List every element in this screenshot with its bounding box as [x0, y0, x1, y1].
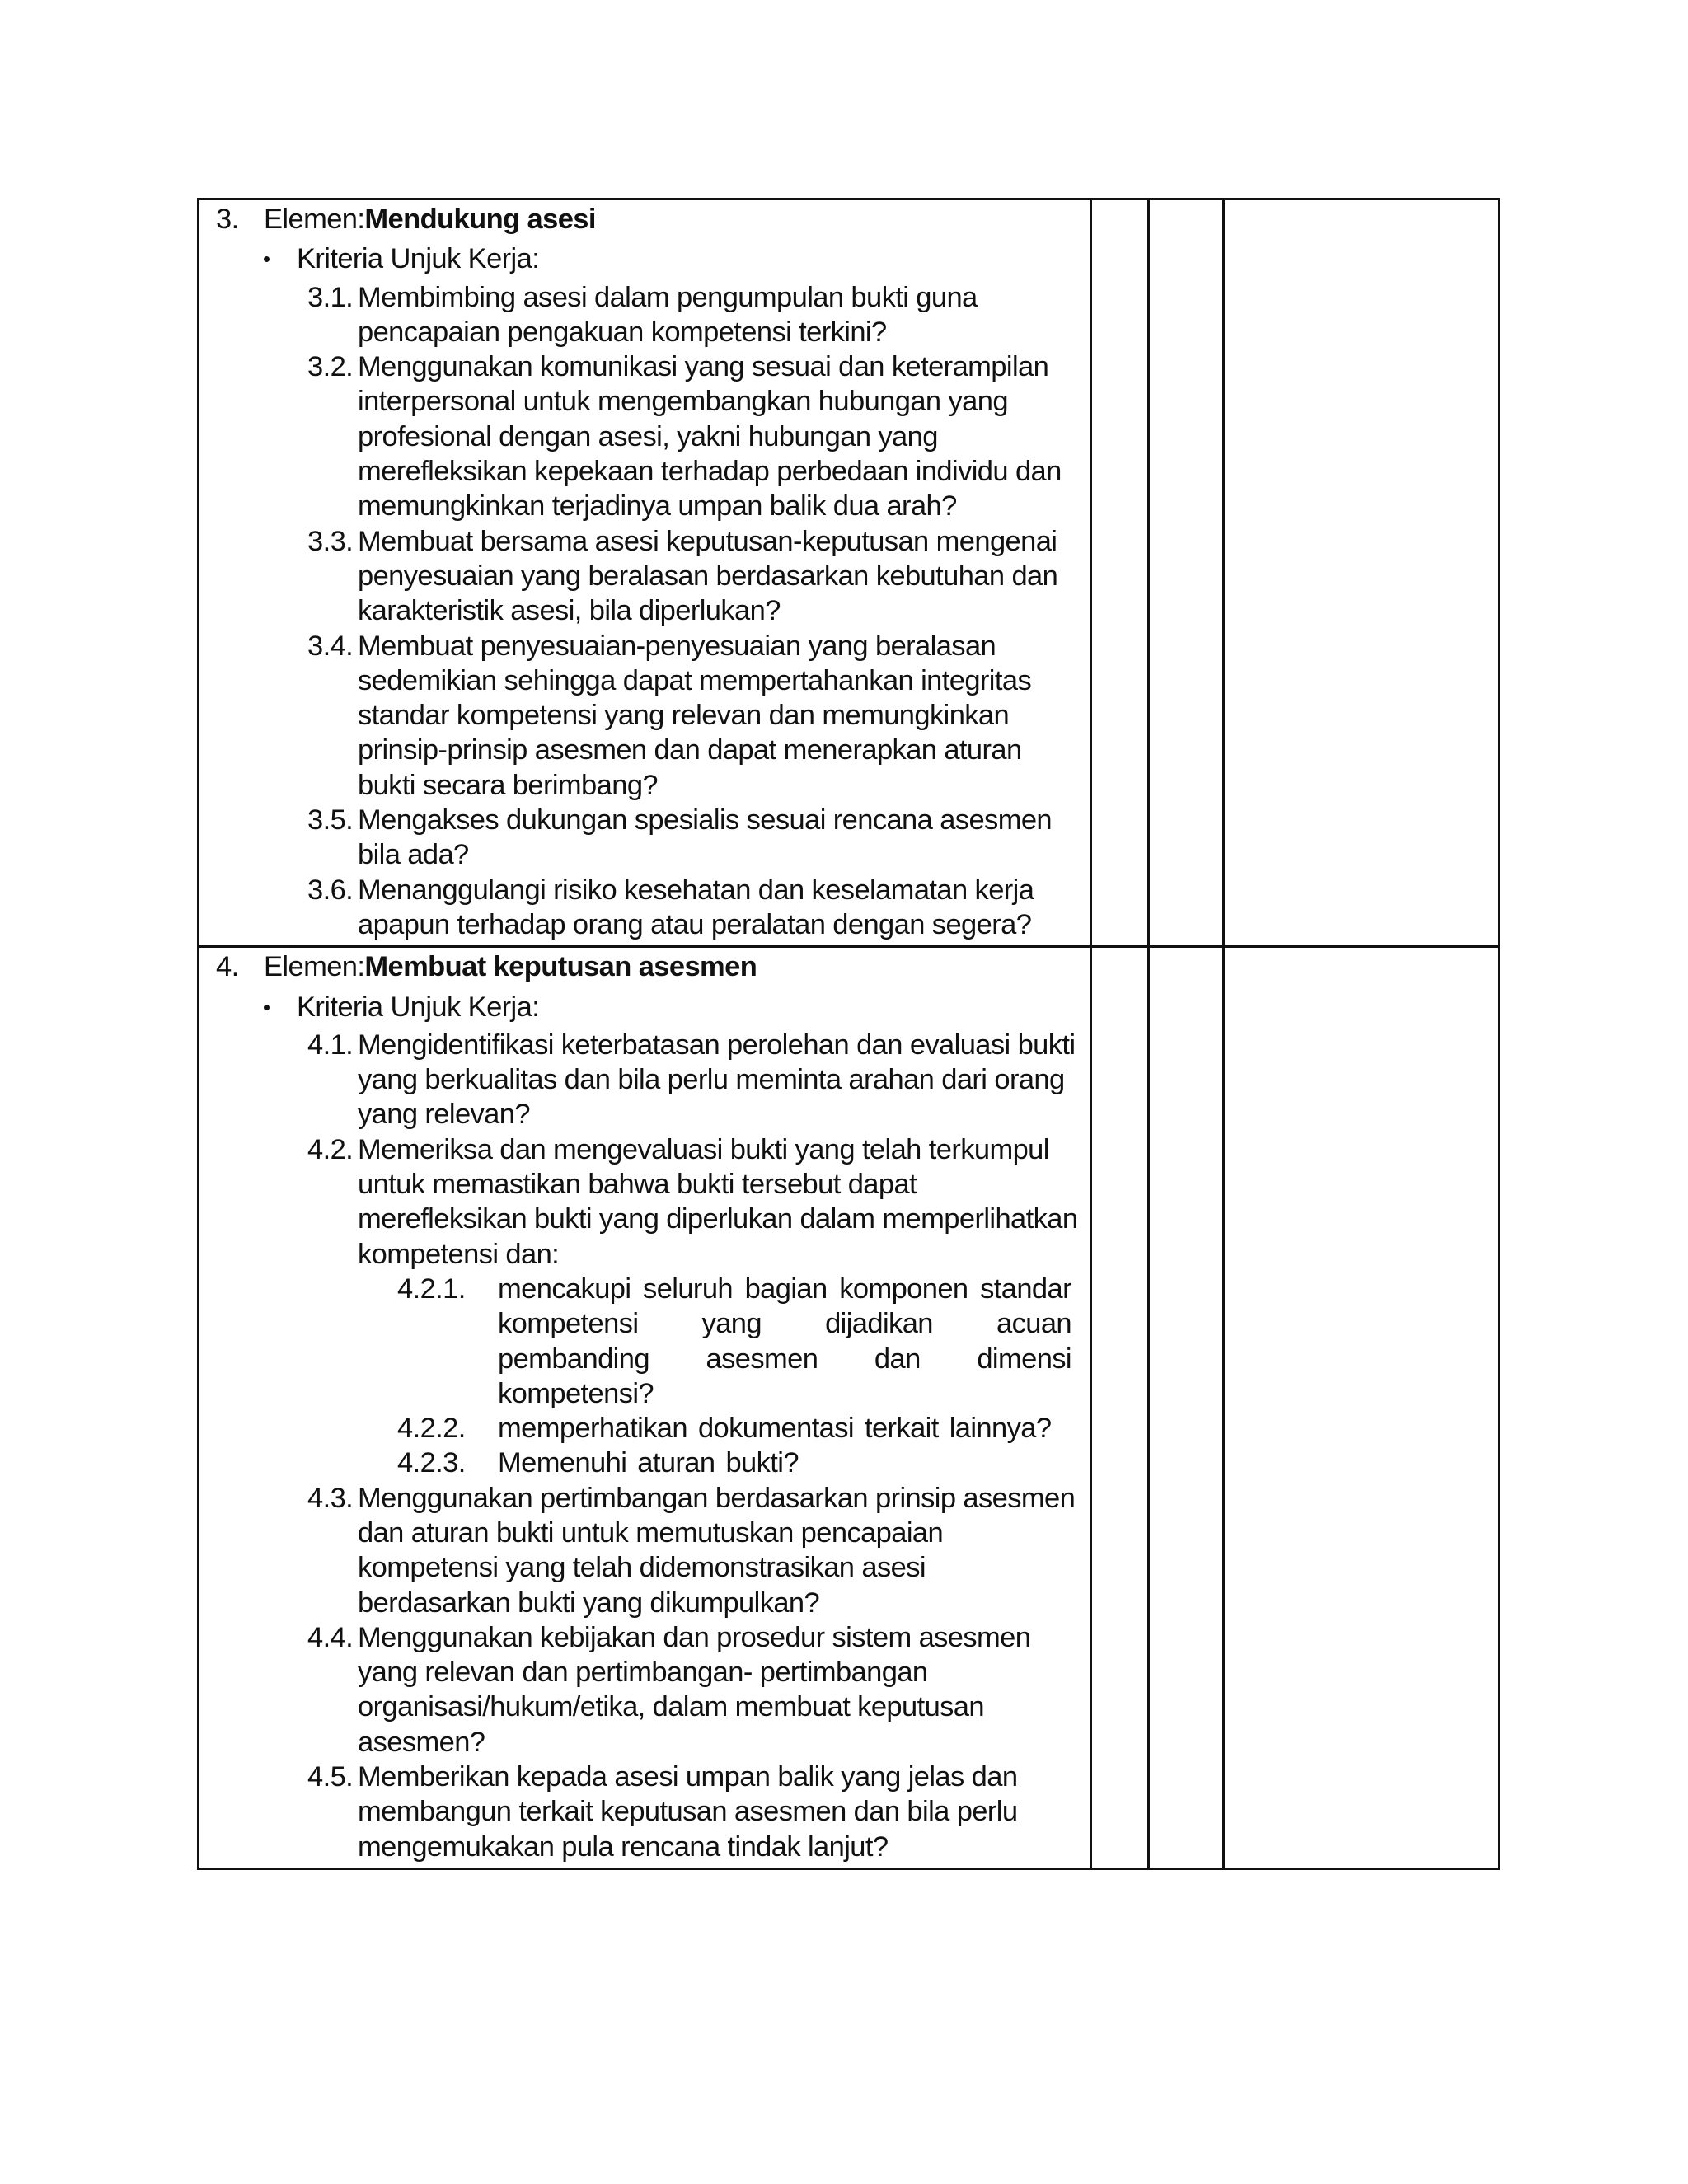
criteria-item [199, 803, 1080, 873]
element-row [199, 199, 1499, 947]
check-cell-bk[interactable] [1149, 199, 1224, 947]
kuk-label: Kriteria Unjuk Kerja: [297, 991, 540, 1023]
criteria-text: Menggunakan kebijakan dan prosedur sistem asesmen yang relevan dan pertimbangan- pertimbangan organisasi/hukum/etika, dalam membuat keputusan asesmen? [358, 1621, 1031, 1758]
sub-criteria-text: mencakupi seluruh bagian komponen standar kompetensi yang dijadikan acuan pembanding asesmen dan dimensi kompetensi? [498, 1272, 1071, 1409]
criteria-item [199, 873, 1080, 943]
element-prefix: Elemen: [264, 204, 365, 235]
criteria-item [199, 1028, 1080, 1132]
kuk-label: Kriteria Unjuk Kerja: [297, 243, 540, 275]
criteria-number: 3.2. [307, 351, 354, 383]
sub-criteria-number: 4.2.3. [397, 1447, 466, 1479]
element-prefix: Elemen: [264, 951, 365, 983]
sub-criteria-text: memperhatikan dokumentasi terkait lainnya? [498, 1413, 1052, 1445]
criteria-item [199, 1620, 1080, 1760]
criteria-number: 4.1. [307, 1029, 354, 1061]
criteria-item [199, 1760, 1080, 1864]
sub-criteria-number: 4.2.1. [397, 1272, 466, 1305]
criteria-number: 3.3. [307, 525, 354, 557]
criteria-item [199, 280, 1080, 350]
criteria-text: Membuat bersama asesi keputusan-keputusan mengenai penyesuaian yang beralasan berdasarkan kebutuhan dan karakteristik asesi, bila diperlukan? [358, 525, 1058, 627]
element-cell [199, 199, 1091, 947]
element-heading [199, 202, 1080, 237]
criteria-number: 4.5. [307, 1761, 354, 1793]
criteria-item [199, 349, 1080, 523]
sub-criteria-text: Memenuhi aturan bukti? [498, 1447, 799, 1479]
kuk-heading [199, 241, 1080, 276]
notes-cell[interactable] [1224, 199, 1499, 947]
criteria-number: 3.6. [307, 874, 354, 906]
element-number: 3. [216, 204, 239, 235]
criteria-text: Mengakses dukungan spesialis sesuai rencana asesmen bila ada? [358, 804, 1053, 871]
element-row [199, 947, 1499, 1869]
sub-criteria-item [199, 1272, 1080, 1411]
criteria-number: 4.2. [307, 1133, 354, 1165]
criteria-number: 4.3. [307, 1482, 354, 1514]
criteria-item [199, 629, 1080, 803]
element-title: Membuat keputusan asesmen [364, 951, 757, 983]
element-title: Mendukung asesi [364, 204, 596, 235]
bullet-icon [199, 990, 297, 1024]
criteria-number: 3.4. [307, 630, 354, 662]
notes-cell[interactable] [1224, 947, 1499, 1869]
assessment-checklist-table [197, 198, 1500, 1870]
criteria-text: Memberikan kepada asesi umpan balik yang jelas dan membangun terkait keputusan asesmen dan bila perlu mengemukakan pula rencana tindak lanjut? [358, 1761, 1018, 1863]
bullet-icon [199, 241, 297, 276]
element-heading [199, 949, 1080, 984]
criteria-number: 3.1. [307, 281, 354, 313]
criteria-number: 3.5. [307, 804, 354, 837]
check-cell-k[interactable] [1091, 199, 1149, 947]
element-number: 4. [216, 951, 239, 983]
element-cell [199, 947, 1091, 1869]
criteria-text: Menanggulangi risiko kesehatan dan keselamatan kerja apapun terhadap orang atau peralatan dengan segera? [358, 874, 1034, 940]
criteria-text: Menggunakan pertimbangan berdasarkan prinsip asesmen dan aturan bukti untuk memutuskan pencapaian kompetensi yang telah didemonstrasikan asesi berdasarkan bukti yang dikumpulkan? [358, 1482, 1076, 1619]
criteria-text: Mengidentifikasi keterbatasan perolehan dan evaluasi bukti yang berkualitas dan bila perlu meminta arahan dari orang yang relevan? [358, 1029, 1076, 1131]
criteria-item [199, 524, 1080, 629]
criteria-text: Membimbing asesi dalam pengumpulan bukti guna pencapaian pengakuan kompetensi terkini? [358, 281, 978, 348]
criteria-item [199, 1481, 1080, 1620]
sub-criteria-item [199, 1411, 1080, 1446]
check-cell-k[interactable] [1091, 947, 1149, 1869]
criteria-number: 4.4. [307, 1621, 354, 1653]
check-cell-bk[interactable] [1149, 947, 1224, 1869]
sub-criteria-number: 4.2.2. [397, 1413, 466, 1445]
criteria-text: Menggunakan komunikasi yang sesuai dan keterampilan interpersonal untuk mengembangkan hubungan yang profesional dengan asesi, yakni hubungan yang merefleksikan kepekaan terhadap perbedaan individu dan memungkinkan terjadinya umpan balik dua arah? [358, 351, 1062, 523]
sub-criteria-item [199, 1446, 1080, 1480]
kuk-heading [199, 990, 1080, 1024]
criteria-item [199, 1132, 1080, 1272]
criteria-text: Memeriksa dan mengevaluasi bukti yang telah terkumpul untuk memastikan bahwa bukti tersebut dapat merefleksikan bukti yang diperlukan dalam memperlihatkan kompetensi dan: [358, 1133, 1078, 1270]
criteria-text: Membuat penyesuaian-penyesuaian yang beralasan sedemikian sehingga dapat mempertahankan integritas standar kompetensi yang relevan dan memungkinkan prinsip-prinsip asesmen dan dapat menerapkan aturan bukti secara berimbang? [358, 630, 1032, 801]
